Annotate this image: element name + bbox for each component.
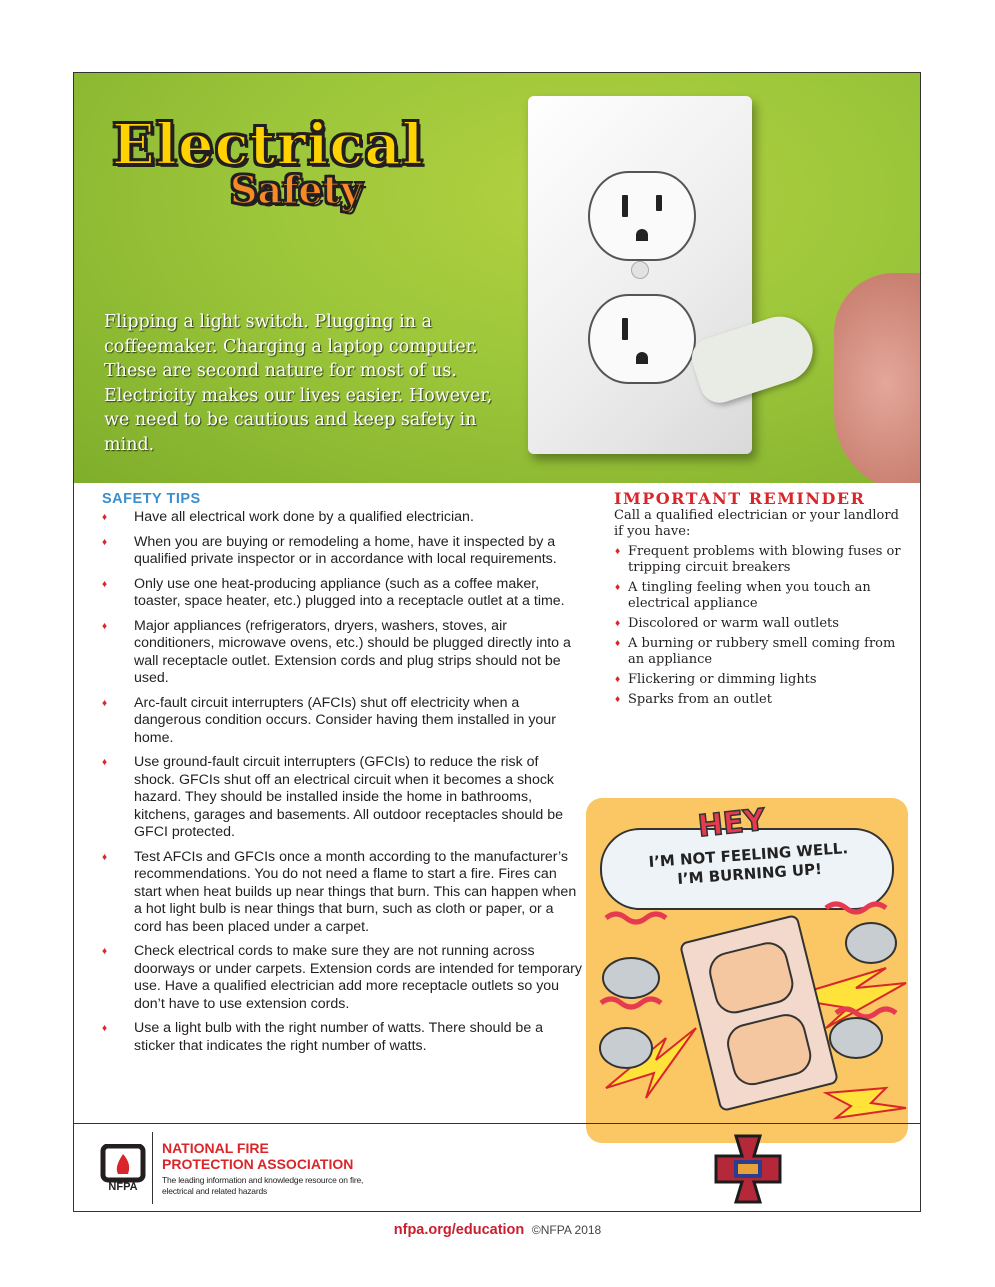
lower-receptacle — [588, 294, 696, 384]
reminder-item: ♦ Frequent problems with blowing fuses or tripping circuit breakers — [614, 544, 904, 576]
safety-tips-heading: SAFETY TIPS — [102, 491, 201, 507]
reminder-item: ♦ A tingling feeling when you touch an electrical appliance — [614, 580, 904, 612]
page-title — [112, 112, 424, 212]
fact-sheet-page — [73, 72, 921, 1212]
cartoon-speech: I’M NOT FEELING WELL. I’M BURNING UP! — [648, 839, 849, 889]
footer — [74, 1123, 921, 1212]
safety-tips-list — [102, 509, 582, 1055]
intro-paragraph: Flipping a light switch. Plugging in a coffeemaker. Charging a laptop computer. These are second nature for most of us. Electricity makes our lives easier. However, we need to be cautious and keep safety in mind. — [104, 312, 493, 455]
slot — [622, 195, 628, 217]
bottom-credit — [0, 1222, 995, 1238]
reminder-item: ♦ Discolored or warm wall outlets — [614, 616, 904, 632]
tip-item: ♦ Only use one heat-producing appliance (such as a coffee maker, toaster, space heater, etc.) plugged into a receptacle outlet at a time. — [102, 576, 582, 611]
slot — [656, 195, 662, 211]
org-name-line2: PROTECTION ASSOCIATION — [162, 1156, 354, 1172]
org-name — [162, 1140, 353, 1172]
important-reminder-section — [614, 489, 904, 712]
tip-item: ♦ When you are buying or remodeling a home, have it inspected by a qualified private inspector or in accordance with local requirements. — [102, 534, 582, 569]
copyright: ©NFPA 2018 — [531, 1223, 602, 1237]
tip-item: ♦ Test AFCIs and GFCIs once a month according to the manufacturer’s recommendations. You do not need a flame to start a fire. Fires can start when heat builds up near things that burn. This can happen when a hot light bulb is near things that burn, such as cloth or paper, or a cord has been placed under a carpet. — [102, 849, 582, 937]
slot — [622, 318, 628, 340]
reminder-list — [614, 544, 904, 708]
reminder-item: ♦ Flickering or dimming lights — [614, 672, 904, 688]
tip-item: ♦ Major appliances (refrigerators, dryers, washers, stoves, air conditioners, microwave ovens, etc.) should be plugged directly into a wall receptacle outlet. Extension cords and plug strips should not be used. — [102, 618, 582, 688]
safety-tips-section — [102, 491, 582, 1062]
hey-exclaim: HEY — [696, 802, 767, 845]
hand — [834, 273, 921, 493]
reminder-heading: IMPORTANT REMINDER — [614, 489, 866, 508]
org-name-line1: NATIONAL FIRE — [162, 1140, 269, 1156]
upper-receptacle — [588, 171, 696, 261]
title-safety: Safety — [230, 167, 363, 212]
screw-icon — [631, 261, 649, 279]
svg-text:NFPA: NFPA — [108, 1181, 138, 1192]
tip-item: ♦ Have all electrical work done by a qualified electrician. — [102, 509, 582, 527]
footer-divider — [152, 1132, 153, 1204]
hero-banner — [74, 73, 921, 483]
scared-face — [705, 938, 798, 1018]
reminder-item: ♦ Sparks from an outlet — [614, 692, 904, 708]
reminder-item: ♦ A burning or rubbery smell coming from an appliance — [614, 636, 904, 668]
ground-hole — [636, 229, 648, 241]
org-tagline: The leading information and knowledge resource on fire, electrical and related hazards — [162, 1175, 364, 1196]
tip-item: ♦ Check electrical cords to make sure they are not running across doorways or under carpets. Extension cords are intended for temporary use. Have a qualified electrician add more receptacle outlets so you don’t have to use extension cords. — [102, 943, 582, 1013]
reminder-intro: Call a qualified electrician or your landlord if you have: — [614, 508, 899, 539]
title-electrical: Electrical — [112, 112, 424, 178]
tip-item: ♦ Use a light bulb with the right number of watts. There should be a sticker that indicates the right number of watts. — [102, 1020, 582, 1055]
nfpa-logo-icon — [100, 1144, 146, 1192]
content-area — [74, 483, 921, 1123]
nfpa-education-link[interactable]: nfpa.org/education — [393, 1222, 525, 1238]
burning-outlet-cartoon — [586, 798, 908, 1143]
tip-item: ♦ Arc-fault circuit interrupters (AFCIs) shut off electricity when a dangerous condition occurs. Consider having them installed in your home. — [102, 695, 582, 748]
lower-face — [723, 1010, 816, 1090]
fire-department-badge-icon — [714, 1134, 782, 1204]
tip-item: ♦ Use ground-fault circuit interrupters (GFCIs) to reduce the risk of shock. GFCIs shut off an electrical circuit when it becomes a shock hazard. They should be installed inside the home in bathrooms, kitchens, garages and basements. All outdoor receptacles should be GFCI protected. — [102, 754, 582, 842]
ground-hole — [636, 352, 648, 364]
